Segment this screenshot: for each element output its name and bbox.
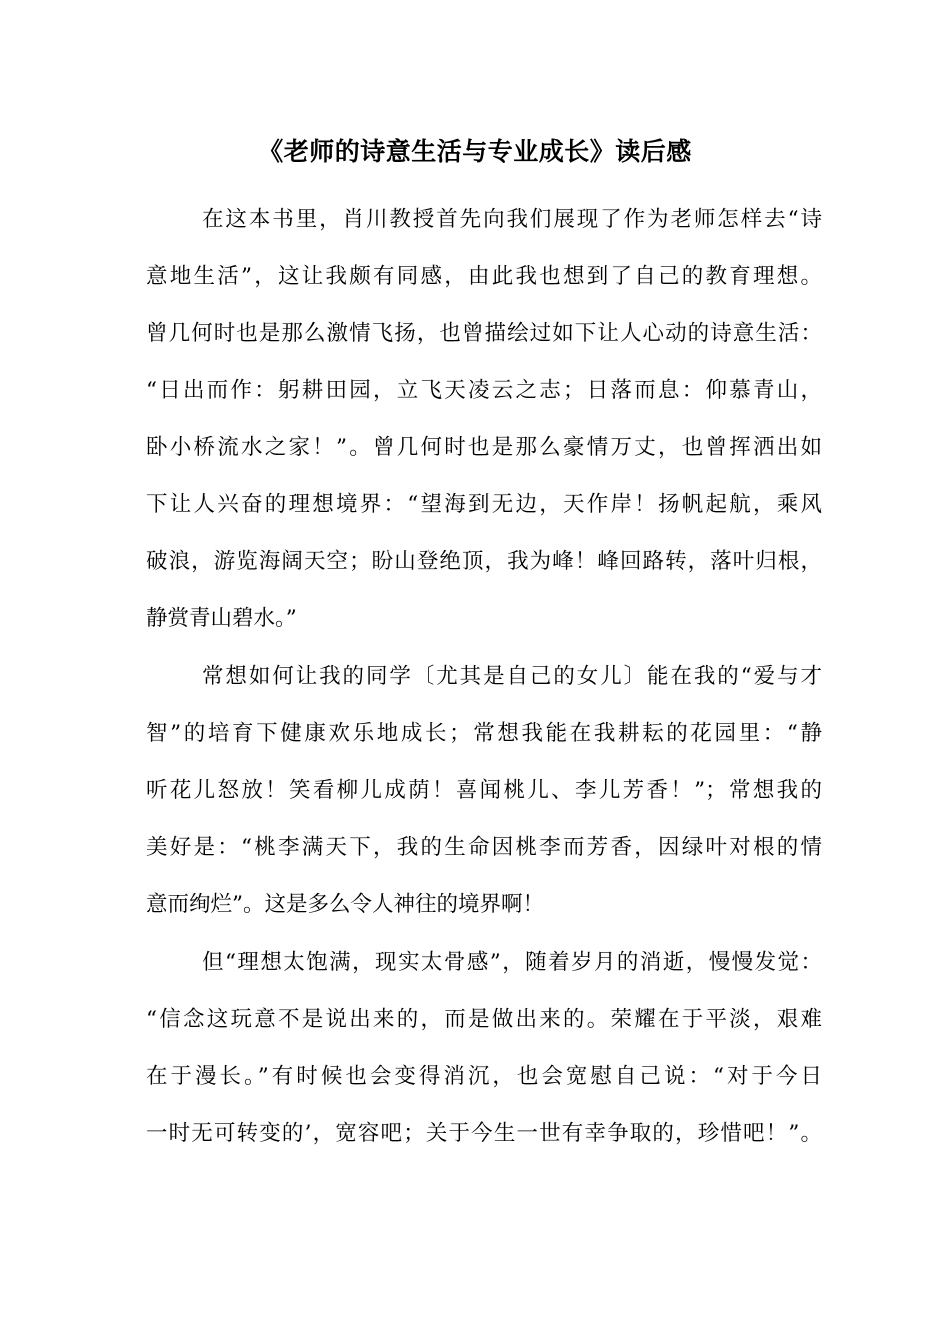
text-line: 意地生活”，这让我颇有同感，由此我也想到了自己的教育理想。 — [146, 264, 822, 289]
text-line: 意而绚烂”。这是多么令人神往的境界啊！ — [146, 892, 544, 917]
text-line: “日出而作：躬耕田园，立飞天凌云之志；日落而息：仰慕青山， — [146, 378, 822, 403]
text-line: 在这本书里，肖川教授首先向我们展现了作为老师怎样去“诗 — [202, 207, 822, 232]
text-line: “信念这玩意不是说出来的，而是做出来的。荣耀在于平淡，艰难 — [146, 1007, 822, 1032]
text-line: 在于漫长。”有时候也会变得消沉，也会宽慰自己说：“对于今日 — [146, 1064, 822, 1089]
text-line: 下让人兴奋的理想境界：“望海到无边，天作岸！扬帆起航，乘风 — [146, 492, 822, 517]
text-line: 卧小桥流水之家！”。曾几何时也是那么豪情万丈，也曾挥洒出如 — [146, 435, 822, 460]
text-line: 智”的培育下健康欢乐地成长；常想我能在我耕耘的花园里：“静 — [146, 721, 822, 746]
text-line: 静赏青山碧水。” — [146, 606, 297, 631]
text-line: 常想如何让我的同学〔尤其是自己的女儿〕能在我的“爱与才 — [202, 664, 822, 689]
text-line: 但“理想太饱满，现实太骨感”，随着岁月的消逝，慢慢发觉： — [202, 950, 822, 975]
text-line: 美好是：“桃李满天下，我的生命因桃李而芳香，因绿叶对根的情 — [146, 835, 822, 860]
text-line: 听花儿怒放！笑看柳儿成荫！喜闻桃儿、李儿芳香！”；常想我的 — [146, 778, 822, 803]
document-title: 《老师的诗意生活与专业成长》读后感 — [258, 137, 692, 166]
text-line: 曾几何时也是那么激情飞扬，也曾描绘过如下让人心动的诗意生活： — [146, 321, 822, 346]
text-line: 一时无可转变的’，宽容吧；关于今生一世有幸争取的，珍惜吧！”。 — [146, 1121, 822, 1146]
text-line: 破浪，游览海阔天空；盼山登绝顶，我为峰！峰回路转，落叶归根， — [146, 549, 822, 574]
